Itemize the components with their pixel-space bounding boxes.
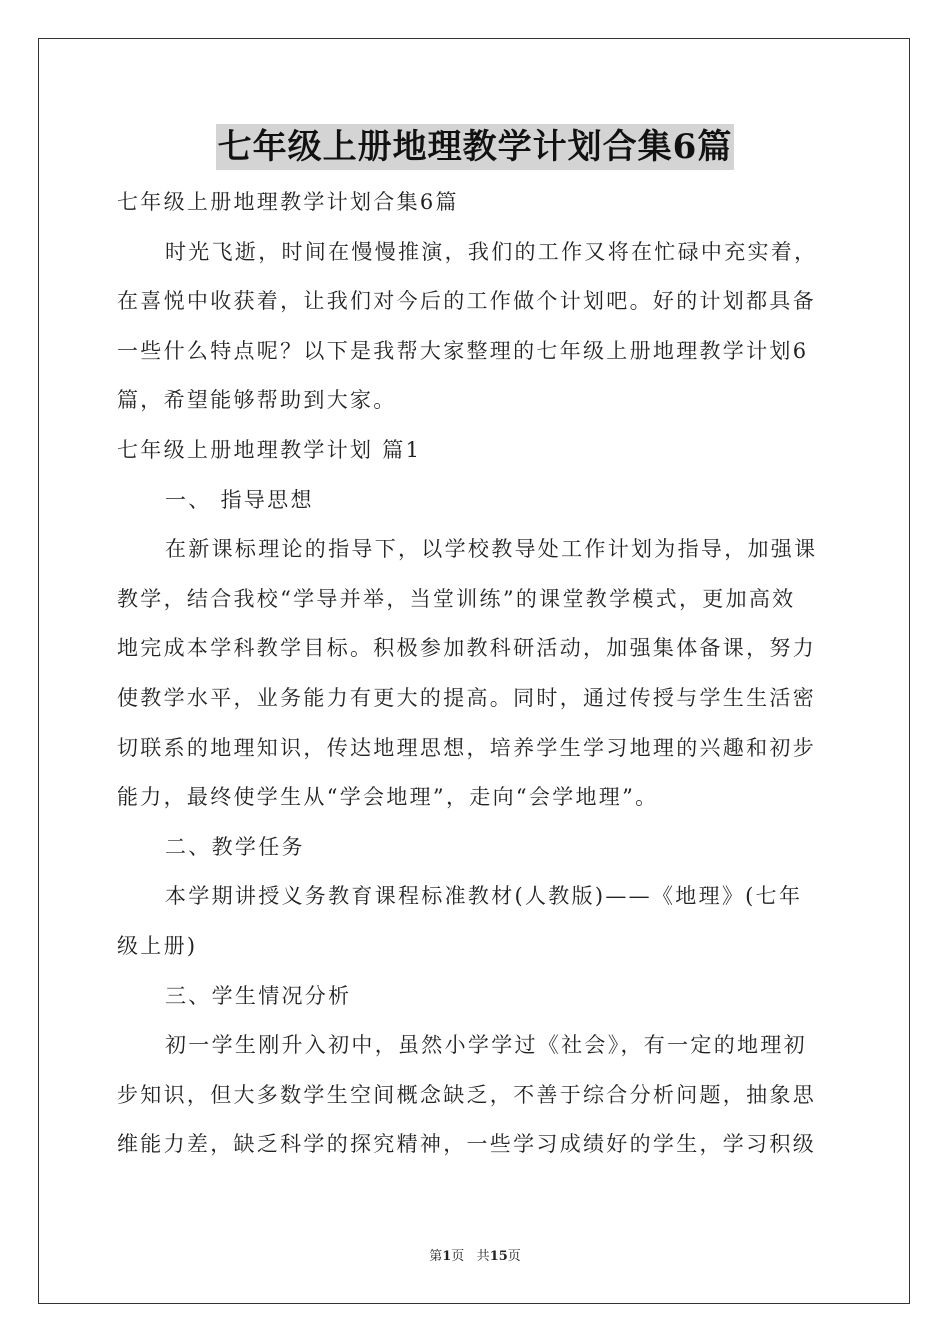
body-line: 能力，最终使学生从“学会地理”，走向“会学地理”。	[117, 785, 659, 810]
document-body	[117, 178, 837, 1170]
body-line: 使教学水平，业务能力有更大的提高。同时，通过传授与学生生活密	[117, 685, 816, 710]
title-container	[0, 124, 950, 170]
total-page-count: 15	[489, 1249, 508, 1264]
body-line: 步知识，但大多数学生空间概念缺乏，不善于综合分析问题，抽象思	[117, 1082, 816, 1107]
page-prefix: 第	[429, 1249, 443, 1264]
total-suffix: 页	[507, 1249, 521, 1264]
body-line: 时光飞逝，时间在慢慢推演，我们的工作又将在忙碌中充实着，	[165, 239, 818, 264]
body-line: 教学，结合我校“学导并举，当堂训练”的课堂教学模式，更加高效	[117, 586, 796, 611]
body-line: 七年级上册地理教学计划合集6篇	[117, 190, 459, 214]
body-line: 在喜悦中收获着，让我们对今后的工作做个计划吧。好的计划都具备	[117, 289, 816, 314]
body-line: 初一学生刚升入初中，虽然小学学过《社会》，有一定的地理初	[165, 1033, 807, 1058]
document-title: 七年级上册地理教学计划合集6篇	[216, 124, 735, 170]
section-heading: 七年级上册地理教学计划 篇1	[117, 437, 422, 462]
subsection-heading: 三、学生情况分析	[165, 983, 352, 1008]
page-suffix: 页	[451, 1249, 465, 1264]
subsection-heading: 一、 指导思想	[165, 487, 314, 512]
body-line: 地完成本学科教学目标。积极参加教科研活动，加强集体备课，努力	[117, 636, 816, 661]
body-line: 一些什么特点呢？以下是我帮大家整理的七年级上册地理教学计划6	[117, 338, 809, 363]
body-line: 级上册)	[117, 933, 198, 958]
body-line: 维能力差，缺乏科学的探究精神，一些学习成绩好的学生，学习积级	[117, 1132, 816, 1157]
total-prefix: 共	[476, 1249, 490, 1264]
subsection-heading: 二、教学任务	[165, 834, 305, 859]
body-line: 篇，希望能够帮助到大家。	[117, 388, 397, 413]
body-line: 本学期讲授义务教育课程标准教材(人教版)——《地理》(七年	[165, 884, 803, 909]
body-line: 切联系的地理知识，传达地理思想，培养学生学习地理的兴趣和初步	[117, 735, 816, 760]
body-line: 在新课标理论的指导下，以学校教导处工作计划为指导，加强课	[165, 537, 818, 562]
current-page-number: 1	[442, 1249, 452, 1264]
page-footer	[0, 1245, 950, 1264]
